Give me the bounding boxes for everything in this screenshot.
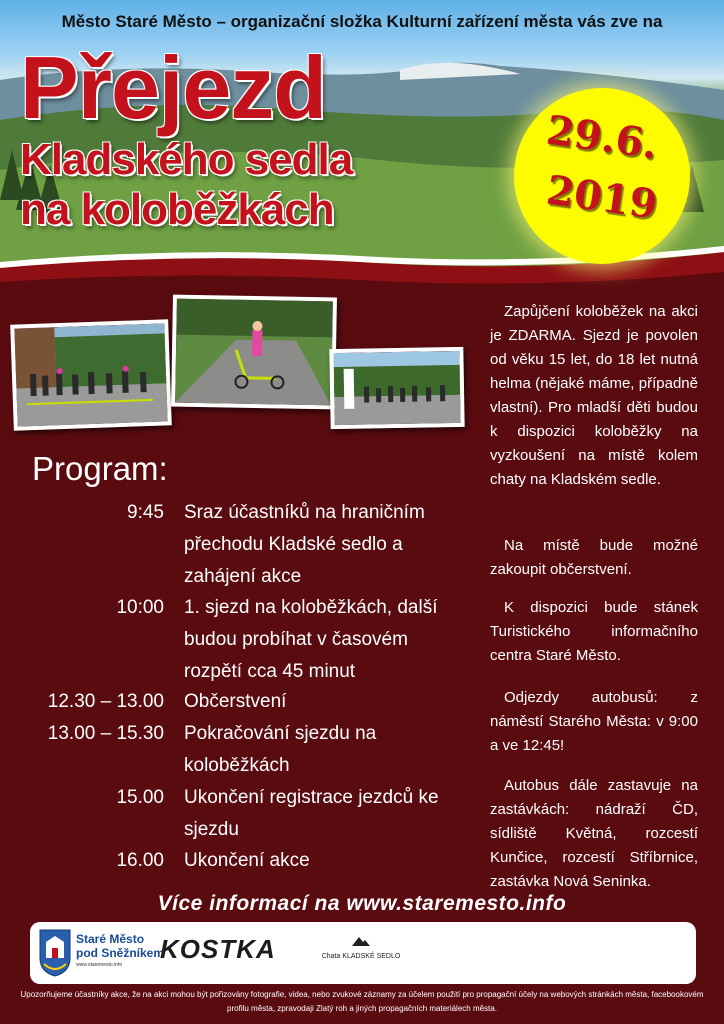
title-main: Přejezd — [20, 38, 327, 137]
photo-finish-group — [329, 347, 464, 429]
chata-logo — [318, 934, 404, 960]
photo-child-on-scooter — [171, 295, 337, 410]
event-title — [20, 38, 353, 234]
program-time: 9:45 — [127, 502, 164, 523]
program-description-line: rozpětí cca 45 minut — [184, 661, 356, 682]
town-name: Staré Město pod Sněžníkem — [76, 932, 165, 960]
date-day-month: 29.6. — [543, 106, 661, 169]
photo-disclaimer: Upozorňujeme účastníky akce, že na akci mohou být pořizovány fotografie, videa, nebo zvukové záznamy za účelem použití pro propagační účely na webových stránkách města, facebookovém profilu města, zpravodaji Zlatý roh a jiných propagačních materiálech města. — [20, 990, 704, 1013]
program-description-line: Pokračování sjezdu na — [184, 723, 377, 744]
info-bus-stops: Autobus dále zastavuje na zastávkách: nádraží ČD, sídliště Květná, rozcestí Kunčice, rozcestí Stříbrnice, zastávka Nová Seninka. — [490, 777, 698, 890]
program-description-line: sjezdu — [184, 819, 239, 840]
mountain-icon — [351, 935, 371, 947]
program-description-line: zahájení akce — [184, 566, 302, 587]
info-scooter-rental: Zapůjčení koloběžek na akci je ZDARMA. Sjezd je povolen od věku 15 let, do 18 let nutná helma (nějaké máme, případně vlastní). Pro mladší děti budou k dispozici koloběžky na vyzkoušení na místě kolem chaty na Kladském sedle. — [490, 303, 698, 488]
program-time: 16.00 — [116, 850, 164, 871]
program-description-line: 1. sjezd na koloběžkách, další — [184, 597, 438, 618]
kostka-logo: KOSTKA — [160, 934, 276, 964]
program-description-line: budou probíhat v časovém — [184, 629, 408, 650]
organizer-invite-text: Město Staré Město – organizační složka Kulturní zařízení města vás zve na — [61, 12, 663, 31]
date-badge — [514, 88, 690, 264]
info-tourist-stand: K dispozici bude stánek Turistického informačního centra Staré Město. — [490, 599, 698, 664]
program-time: 15.00 — [116, 787, 164, 808]
program-description-line: přechodu Kladské sedlo a — [184, 534, 403, 555]
program-heading: Program: — [32, 450, 168, 487]
title-line-2: Kladského sedla — [20, 135, 353, 184]
town-crest-icon — [38, 928, 72, 978]
program-description — [184, 782, 474, 846]
program-description — [184, 686, 474, 718]
program-time: 13.00 – 15.30 — [47, 723, 164, 744]
program-time: 12.30 – 13.00 — [47, 691, 164, 712]
program-description-line: Občerstvení — [184, 691, 287, 712]
photo-group-riders — [10, 319, 172, 430]
program-description — [184, 497, 474, 593]
chata-name: Chata KLADSKÉ SEDLO — [321, 953, 401, 960]
program-description-line: Ukončení registrace jezdců ke — [184, 787, 439, 808]
town-url: www.staremesto.info — [76, 962, 123, 968]
program-description-line: Ukončení akce — [184, 850, 310, 871]
program-description — [184, 845, 474, 877]
program-description-line: Sraz účastníků na hraničním — [184, 502, 425, 523]
info-refreshments: Na místě bude možné zakoupit občerstvení. — [490, 537, 698, 578]
program-description — [184, 718, 474, 782]
more-info-link[interactable]: Více informací na www.staremesto.info — [157, 892, 567, 915]
sponsor-logos — [30, 922, 696, 984]
program-time: 10:00 — [116, 597, 164, 618]
date-year: 2019 — [543, 166, 661, 229]
program-description — [184, 592, 474, 688]
program-description-line: koloběžkách — [184, 755, 290, 776]
info-bus-departures: Odjezdy autobusů: z náměstí Starého Města: v 9:00 a ve 12:45! — [490, 689, 698, 754]
title-line-3: na koloběžkách — [20, 185, 334, 234]
